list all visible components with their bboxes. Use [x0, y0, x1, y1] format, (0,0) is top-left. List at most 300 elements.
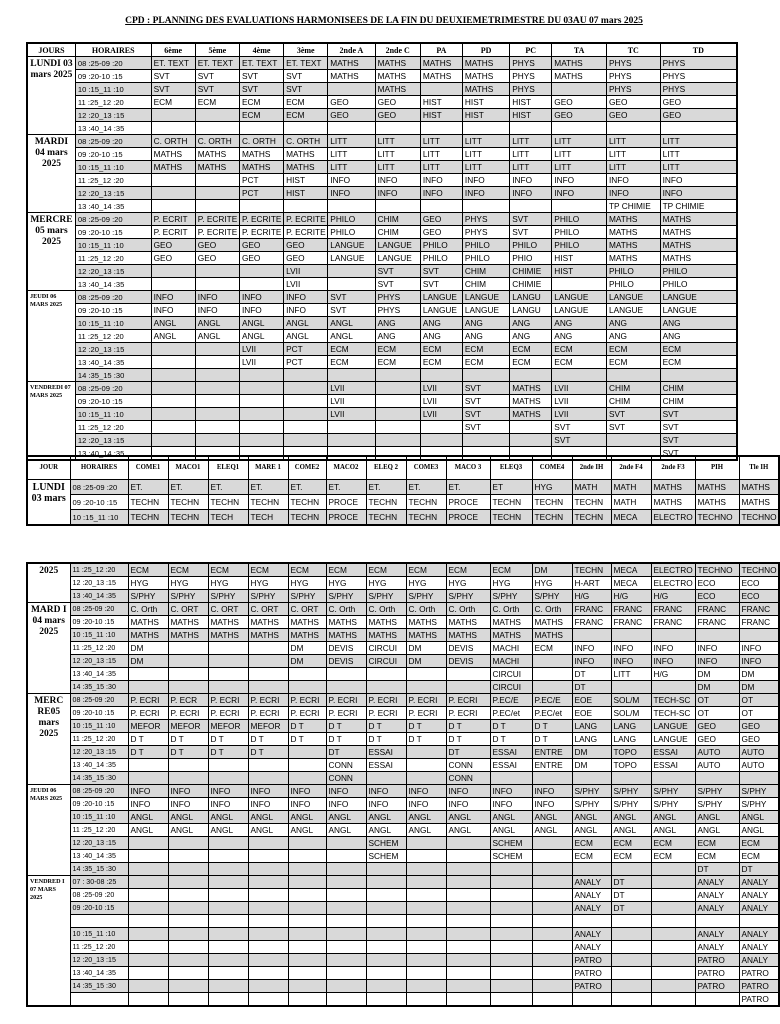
subject-cell [288, 954, 326, 967]
subject-cell: GEO [195, 252, 239, 265]
subject-cell: LVII [552, 382, 607, 395]
subject-cell: ANGL [328, 330, 375, 343]
subject-cell: INFO [446, 785, 490, 798]
subject-cell [288, 941, 326, 954]
table-row [27, 642, 779, 655]
subject-cell: CHIMIE [510, 278, 552, 291]
subject-cell [326, 837, 366, 850]
time-slot: 14 :35_15 :30 [75, 369, 151, 382]
subject-cell: INFO [284, 291, 328, 304]
subject-cell: LANGUE [660, 304, 737, 317]
subject-cell: P. ECRI [326, 694, 366, 707]
subject-cell: GEO [660, 96, 737, 109]
subject-cell: GEO [420, 226, 462, 239]
subject-cell [151, 382, 195, 395]
column-header: 2nde C [375, 43, 420, 57]
time-slot: 10 :15_11 :10 [70, 510, 128, 526]
subject-cell: MATHS [651, 480, 695, 495]
subject-cell: INFO [328, 174, 375, 187]
subject-cell [406, 772, 446, 785]
day-label: LUNDI 03 mars 2025 [27, 57, 75, 135]
subject-cell [420, 421, 462, 434]
column-header: Tle IH [739, 456, 779, 480]
subject-cell [490, 876, 532, 889]
subject-cell: DEVIS [326, 642, 366, 655]
subject-cell: ET. TEXT [151, 57, 195, 70]
subject-cell: ANGL [284, 330, 328, 343]
subject-cell: TECHN [406, 510, 446, 526]
subject-cell: PATRO [695, 967, 739, 980]
subject-cell: AUTO [739, 746, 779, 759]
schedule-table-technical [26, 562, 780, 1007]
subject-cell: MATHS [552, 70, 607, 83]
subject-cell: LITT [420, 135, 462, 148]
subject-cell: ANALY [572, 941, 611, 954]
subject-cell: INFO [195, 304, 239, 317]
subject-cell [406, 759, 446, 772]
subject-cell: ECM [128, 563, 168, 577]
subject-cell [248, 980, 288, 993]
subject-cell [328, 278, 375, 291]
subject-cell: ANGL [128, 824, 168, 837]
subject-cell [248, 941, 288, 954]
subject-cell [532, 681, 572, 694]
subject-cell [248, 967, 288, 980]
subject-cell [651, 928, 695, 941]
subject-cell: ANALY [572, 902, 611, 915]
time-slot: 12 :20_13 :15 [75, 434, 151, 447]
subject-cell [284, 382, 328, 395]
time-slot: 12 :20_13 :15 [70, 746, 128, 759]
subject-cell: LVII [328, 395, 375, 408]
subject-cell: AUTO [695, 759, 739, 772]
subject-cell [420, 200, 462, 213]
subject-cell [446, 681, 490, 694]
subject-cell: ANGL [195, 317, 239, 330]
subject-cell: D T [406, 733, 446, 746]
subject-cell: ECM [328, 343, 375, 356]
subject-cell: MATHS [490, 616, 532, 629]
subject-cell [532, 928, 572, 941]
subject-cell [326, 993, 366, 1007]
subject-cell: ECM [248, 563, 288, 577]
subject-cell: ANALY [572, 889, 611, 902]
subject-cell [151, 395, 195, 408]
subject-cell: LITT [660, 161, 737, 174]
subject-cell: INFO [326, 785, 366, 798]
subject-cell [611, 980, 651, 993]
table-row [27, 889, 779, 902]
subject-cell: LITT [606, 135, 660, 148]
subject-cell: INFO [284, 304, 328, 317]
subject-cell: TECHN [208, 495, 248, 510]
subject-cell: LITT [611, 668, 651, 681]
column-header: PC [510, 43, 552, 57]
subject-cell: ET. [366, 480, 406, 495]
subject-cell [151, 200, 195, 213]
schedule-table-technical-header [26, 455, 780, 526]
subject-cell [695, 915, 739, 928]
table-row [27, 213, 737, 226]
time-slot: 11 :25_12 :20 [70, 563, 128, 577]
time-slot: 10 :15_11 :10 [70, 629, 128, 642]
subject-cell: ANALY [739, 941, 779, 954]
subject-cell: ET. [128, 480, 168, 495]
subject-cell [326, 941, 366, 954]
subject-cell: SCHEM [490, 850, 532, 863]
subject-cell: ANGL [572, 811, 611, 824]
subject-cell: ET. TEXT [284, 57, 328, 70]
subject-cell: ECM [695, 837, 739, 850]
subject-cell: ECM [168, 563, 208, 577]
subject-cell: HYG [406, 577, 446, 590]
subject-cell: MATH [611, 480, 651, 495]
subject-cell: INFO [651, 655, 695, 668]
subject-cell: ANALY [695, 876, 739, 889]
subject-cell: PATRO [695, 954, 739, 967]
subject-cell: ANGL [239, 317, 283, 330]
subject-cell: S/PHY [611, 785, 651, 798]
subject-cell [128, 759, 168, 772]
subject-cell: INFO [128, 798, 168, 811]
subject-cell [239, 408, 283, 421]
subject-cell: INFO [248, 785, 288, 798]
subject-cell: DEVIS [446, 655, 490, 668]
subject-cell: P. ECRI [288, 694, 326, 707]
subject-cell: ANGL [151, 330, 195, 343]
subject-cell: FRANC [695, 603, 739, 616]
subject-cell [208, 850, 248, 863]
table-row [27, 993, 779, 1007]
subject-cell [151, 265, 195, 278]
subject-cell [420, 434, 462, 447]
subject-cell [328, 434, 375, 447]
subject-cell: H/G [611, 590, 651, 603]
subject-cell: ANG [660, 317, 737, 330]
subject-cell [288, 967, 326, 980]
subject-cell [532, 889, 572, 902]
subject-cell: GEO [606, 109, 660, 122]
day-label: MARDI 04 mars 2025 [27, 135, 75, 213]
table-row [27, 694, 779, 707]
subject-cell [195, 369, 239, 382]
subject-cell: FRANC [739, 603, 779, 616]
subject-cell [195, 200, 239, 213]
subject-cell: DM [739, 668, 779, 681]
time-slot: 12 :20_13 :15 [75, 109, 151, 122]
subject-cell: D T [208, 746, 248, 759]
subject-cell [195, 421, 239, 434]
subject-cell: CIRCUI [366, 642, 406, 655]
subject-cell: D T [532, 733, 572, 746]
subject-cell: TECH [248, 510, 288, 526]
subject-cell: ANGL [490, 811, 532, 824]
subject-cell [532, 668, 572, 681]
subject-cell: ECM [552, 343, 607, 356]
subject-cell: MATHS [248, 629, 288, 642]
subject-cell [208, 837, 248, 850]
subject-cell: LVII [420, 408, 462, 421]
subject-cell: HIST [420, 96, 462, 109]
subject-cell: TECH [208, 510, 248, 526]
subject-cell: MATHS [375, 83, 420, 96]
subject-cell: ECM [606, 356, 660, 369]
subject-cell: D T [532, 720, 572, 733]
subject-cell: ECM [288, 563, 326, 577]
time-slot: 12 :20_13 :15 [75, 343, 151, 356]
table-row [27, 928, 779, 941]
subject-cell [288, 863, 326, 876]
subject-cell: LANGUE [328, 239, 375, 252]
subject-cell: MATHS [284, 161, 328, 174]
subject-cell [326, 668, 366, 681]
subject-cell: INFO [420, 174, 462, 187]
subject-cell [446, 941, 490, 954]
subject-cell: INFO [326, 798, 366, 811]
day-label: JEUDI 06 MARS 2025 [27, 291, 75, 382]
subject-cell [288, 902, 326, 915]
subject-cell [552, 122, 607, 135]
subject-cell [239, 434, 283, 447]
column-header: COME1 [128, 456, 168, 480]
subject-cell: ECM [651, 850, 695, 863]
subject-cell [406, 967, 446, 980]
column-header: COME4 [532, 456, 572, 480]
subject-cell: GEO [328, 96, 375, 109]
subject-cell [151, 109, 195, 122]
subject-cell: MATHS [606, 239, 660, 252]
subject-cell: P. ECRI [248, 707, 288, 720]
subject-cell: PHYS [462, 226, 509, 239]
subject-cell: TECHN [490, 510, 532, 526]
subject-cell: LITT [660, 148, 737, 161]
subject-cell: C. Orth [532, 603, 572, 616]
table-row [27, 278, 737, 291]
subject-cell [328, 122, 375, 135]
table-row [27, 382, 737, 395]
subject-cell [366, 902, 406, 915]
subject-cell: FRANC [651, 616, 695, 629]
subject-cell: ECM [151, 96, 195, 109]
subject-cell: PHILO [420, 252, 462, 265]
time-slot: 14 :35_15 :30 [70, 772, 128, 785]
subject-cell [168, 759, 208, 772]
subject-cell: SVT [660, 421, 737, 434]
table-row [27, 109, 737, 122]
time-slot: 08 :25-09 :20 [75, 382, 151, 395]
subject-cell [651, 980, 695, 993]
subject-cell [532, 902, 572, 915]
table-row [27, 733, 779, 746]
subject-cell: SCHEM [490, 837, 532, 850]
subject-cell [239, 278, 283, 291]
subject-cell [288, 876, 326, 889]
subject-cell: MATHS [239, 161, 283, 174]
subject-cell: P. ECRI [288, 707, 326, 720]
subject-cell [420, 369, 462, 382]
subject-cell: SVT [660, 434, 737, 447]
subject-cell: C. ORT [248, 603, 288, 616]
column-header: JOUR [27, 456, 70, 480]
subject-cell: S/PHY [532, 590, 572, 603]
subject-cell [462, 434, 509, 447]
subject-cell: LVII [284, 278, 328, 291]
table-row [27, 954, 779, 967]
table-row [27, 811, 779, 824]
subject-cell [326, 863, 366, 876]
subject-cell [128, 772, 168, 785]
subject-cell: GEO [695, 720, 739, 733]
column-header: ELEQ1 [208, 456, 248, 480]
subject-cell: SVT [462, 408, 509, 421]
subject-cell: HIST [462, 96, 509, 109]
subject-cell: ANGL [128, 811, 168, 824]
time-slot: 09 :20-10 :15 [75, 70, 151, 83]
subject-cell: LVII [420, 382, 462, 395]
subject-cell [446, 876, 490, 889]
subject-cell [406, 876, 446, 889]
table-row [27, 824, 779, 837]
subject-cell [208, 772, 248, 785]
subject-cell: INFO [151, 304, 195, 317]
subject-cell: INFO [375, 187, 420, 200]
subject-cell: MATHS [660, 226, 737, 239]
subject-cell: MATHS [195, 148, 239, 161]
subject-cell: ANG [552, 330, 607, 343]
subject-cell: TOPO [611, 746, 651, 759]
subject-cell: LVII [239, 343, 283, 356]
subject-cell [375, 395, 420, 408]
subject-cell: P. ECRITE [239, 226, 283, 239]
time-slot: 08 :25-09 :20 [75, 135, 151, 148]
subject-cell: LVII [420, 395, 462, 408]
subject-cell [406, 954, 446, 967]
subject-cell: P. ECRITE [195, 226, 239, 239]
subject-cell [375, 434, 420, 447]
subject-cell: INFO [572, 642, 611, 655]
subject-cell: PATRO [572, 954, 611, 967]
subject-cell [288, 746, 326, 759]
subject-cell: MATHS [151, 161, 195, 174]
schedule-table-general [26, 42, 738, 461]
subject-cell: TP CHIMIE [606, 200, 660, 213]
subject-cell: CIRCUI [490, 668, 532, 681]
table-row [27, 70, 737, 83]
subject-cell: TECHN [532, 510, 572, 526]
subject-cell: MATHS [606, 252, 660, 265]
subject-cell: TECHNO [739, 510, 779, 526]
subject-cell: ANALY [739, 954, 779, 967]
subject-cell: OT [695, 707, 739, 720]
subject-cell [611, 941, 651, 954]
subject-cell: DT [739, 863, 779, 876]
subject-cell: GEO [328, 109, 375, 122]
time-slot: 08 :25-09 :20 [70, 889, 128, 902]
time-slot: 10 :15_11 :10 [75, 408, 151, 421]
subject-cell: ANALY [739, 902, 779, 915]
time-slot: 08 :25-09 :20 [75, 291, 151, 304]
subject-cell: LANGU [510, 291, 552, 304]
subject-cell: HIST [420, 109, 462, 122]
subject-cell [208, 915, 248, 928]
subject-cell [284, 434, 328, 447]
subject-cell [611, 993, 651, 1007]
subject-cell: HYG [532, 577, 572, 590]
subject-cell: ECM [552, 356, 607, 369]
subject-cell: GEO [375, 96, 420, 109]
time-slot: 08 :25-09 :20 [70, 694, 128, 707]
time-slot: 13 :40_14 :35 [70, 759, 128, 772]
subject-cell [208, 967, 248, 980]
subject-cell: ANGL [208, 811, 248, 824]
table-row [27, 850, 779, 863]
subject-cell: S/PHY [739, 785, 779, 798]
subject-cell: TOPO [611, 759, 651, 772]
subject-cell: SVT [328, 304, 375, 317]
subject-cell: ANALY [739, 889, 779, 902]
subject-cell: ESSAI [490, 746, 532, 759]
subject-cell: ANALY [572, 928, 611, 941]
subject-cell: SVT [284, 70, 328, 83]
time-slot: 14 :35_15 :30 [70, 863, 128, 876]
table-row [27, 174, 737, 187]
subject-cell: D T [208, 733, 248, 746]
subject-cell: C. Orth [406, 603, 446, 616]
subject-cell [366, 668, 406, 681]
subject-cell [195, 382, 239, 395]
subject-cell: GEO [552, 109, 607, 122]
column-header: ELEQ3 [490, 456, 532, 480]
subject-cell [446, 863, 490, 876]
subject-cell: DM [572, 746, 611, 759]
subject-cell [446, 850, 490, 863]
subject-cell: P. ECRI [406, 707, 446, 720]
subject-cell [208, 863, 248, 876]
subject-cell [462, 369, 509, 382]
subject-cell [195, 343, 239, 356]
subject-cell: MATHS [168, 616, 208, 629]
subject-cell [288, 759, 326, 772]
subject-cell [611, 954, 651, 967]
subject-cell: SVT [284, 83, 328, 96]
time-slot: 09 :20-10 :15 [75, 395, 151, 408]
subject-cell: INFO [239, 304, 283, 317]
subject-cell: D T [288, 733, 326, 746]
table-row [27, 510, 779, 526]
subject-cell [651, 876, 695, 889]
subject-cell: P. ECRIT [151, 226, 195, 239]
subject-cell [168, 889, 208, 902]
subject-cell: ECM [375, 356, 420, 369]
subject-cell [168, 655, 208, 668]
subject-cell [128, 681, 168, 694]
subject-cell [532, 863, 572, 876]
day-label: VENDREDI 07 MARS 2025 [27, 382, 75, 461]
subject-cell [406, 915, 446, 928]
subject-cell: PHYS [606, 70, 660, 83]
subject-cell: PHYS [660, 57, 737, 70]
time-slot: 11 :25_12 :20 [75, 330, 151, 343]
subject-cell: CHIM [375, 213, 420, 226]
subject-cell [406, 889, 446, 902]
subject-cell: C. ORT [288, 603, 326, 616]
subject-cell: DEVIS [446, 642, 490, 655]
subject-cell: MATHS [195, 161, 239, 174]
subject-cell [326, 681, 366, 694]
subject-cell [326, 889, 366, 902]
subject-cell: LANG [611, 720, 651, 733]
subject-cell: ANG [552, 317, 607, 330]
